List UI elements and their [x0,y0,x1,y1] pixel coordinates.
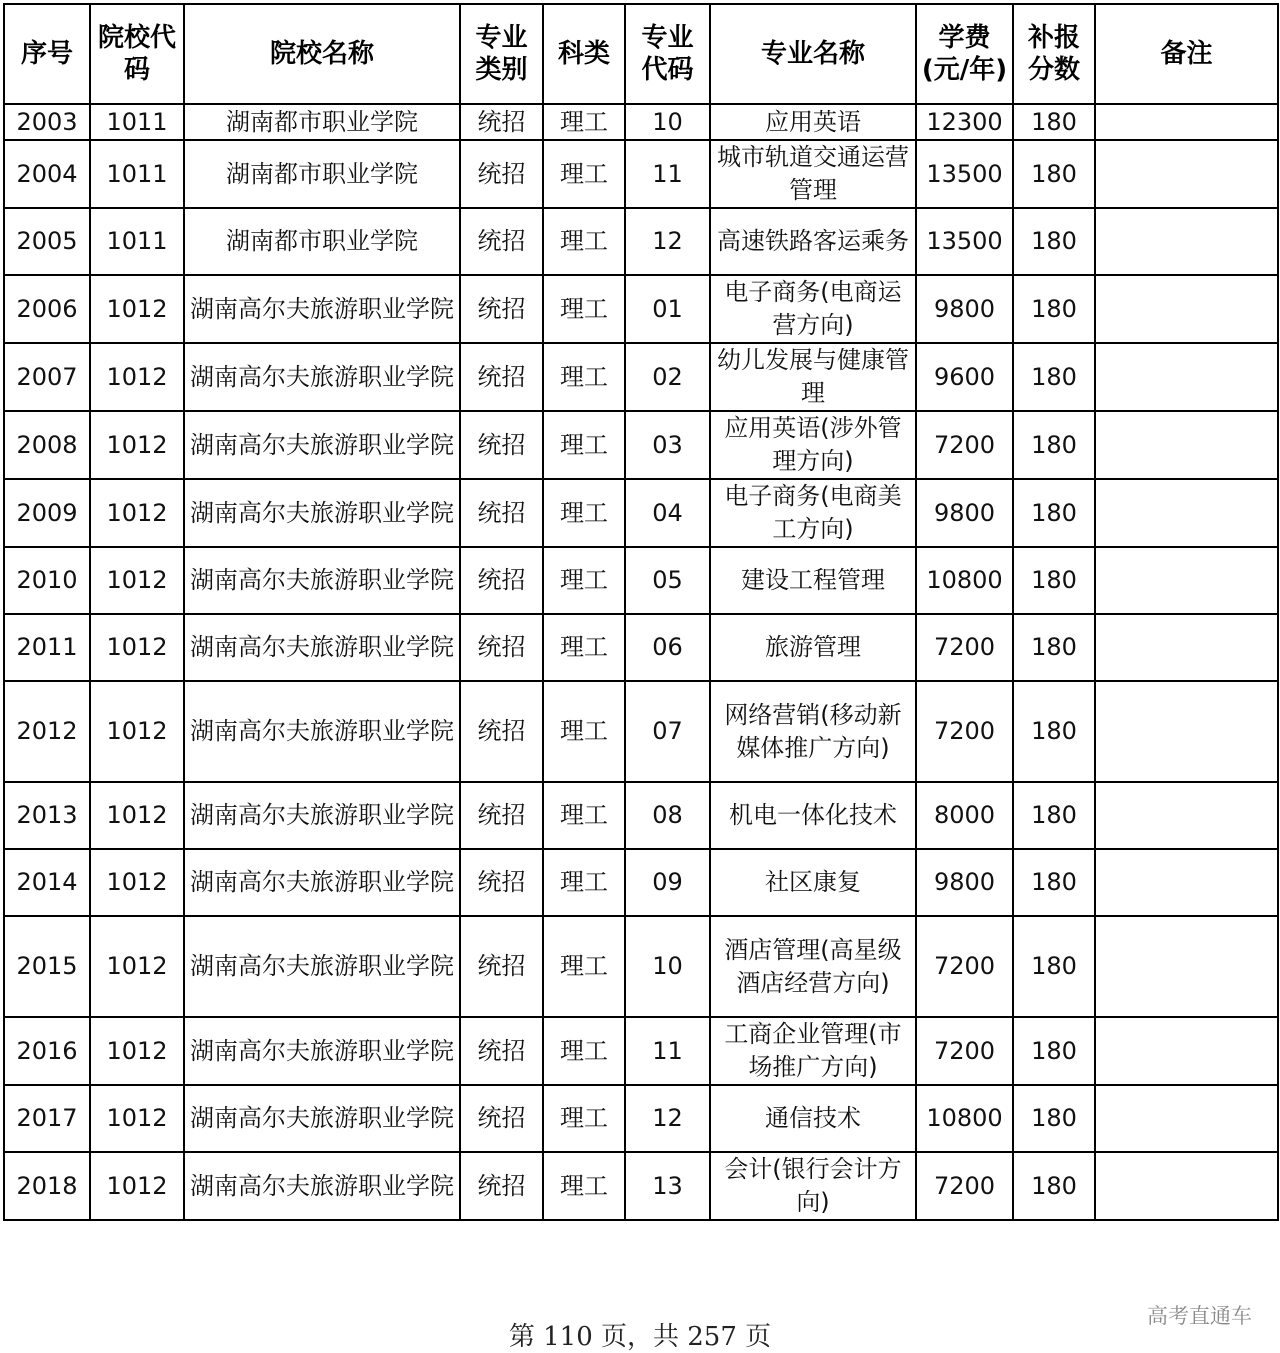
cell-seq: 2007 [4,343,90,411]
cell-note [1095,681,1278,782]
cell-subject: 理工 [543,1152,625,1220]
admission-table [3,3,1279,1221]
cell-major-type: 统招 [460,140,543,208]
header-major-code: 专业代码 [625,4,710,104]
cell-school-code: 1012 [90,681,184,782]
cell-major-name: 电子商务(电商美工方向) [710,479,916,547]
cell-note [1095,547,1278,614]
cell-subject: 理工 [543,614,625,681]
cell-school-name: 湖南高尔夫旅游职业学院 [184,547,460,614]
cell-score: 180 [1013,1152,1095,1220]
cell-note [1095,849,1278,916]
cell-tuition: 7200 [916,411,1013,479]
cell-major-code: 03 [625,411,710,479]
cell-score: 180 [1013,104,1095,140]
header-subject: 科类 [543,4,625,104]
table-row [4,411,1278,479]
table-row [4,479,1278,547]
cell-seq: 2013 [4,782,90,849]
cell-major-type: 统招 [460,1017,543,1085]
cell-school-name: 湖南高尔夫旅游职业学院 [184,1017,460,1085]
cell-major-type: 统招 [460,1085,543,1152]
cell-school-code: 1012 [90,782,184,849]
cell-tuition: 9800 [916,275,1013,343]
cell-major-name: 网络营销(移动新媒体推广方向) [710,681,916,782]
cell-school-name: 湖南高尔夫旅游职业学院 [184,411,460,479]
cell-major-code: 01 [625,275,710,343]
table-row [4,104,1278,140]
cell-seq: 2004 [4,140,90,208]
cell-major-code: 12 [625,208,710,275]
cell-note [1095,343,1278,411]
cell-school-code: 1011 [90,104,184,140]
cell-school-name: 湖南高尔夫旅游职业学院 [184,275,460,343]
cell-note [1095,275,1278,343]
cell-subject: 理工 [543,275,625,343]
cell-major-code: 11 [625,1017,710,1085]
cell-major-type: 统招 [460,479,543,547]
watermark-text: 高考直通车 [1147,1304,1252,1328]
cell-tuition: 7200 [916,1152,1013,1220]
cell-score: 180 [1013,1085,1095,1152]
cell-school-name: 湖南高尔夫旅游职业学院 [184,916,460,1017]
cell-subject: 理工 [543,681,625,782]
cell-major-type: 统招 [460,275,543,343]
cell-subject: 理工 [543,782,625,849]
table-row [4,681,1278,782]
cell-school-code: 1011 [90,140,184,208]
cell-seq: 2012 [4,681,90,782]
cell-major-type: 统招 [460,614,543,681]
cell-subject: 理工 [543,1017,625,1085]
cell-tuition: 9800 [916,479,1013,547]
cell-note [1095,782,1278,849]
cell-seq: 2006 [4,275,90,343]
cell-school-name: 湖南高尔夫旅游职业学院 [184,782,460,849]
cell-major-type: 统招 [460,916,543,1017]
cell-note [1095,411,1278,479]
cell-seq: 2014 [4,849,90,916]
cell-major-code: 02 [625,343,710,411]
header-seq: 序号 [4,4,90,104]
cell-score: 180 [1013,849,1095,916]
cell-seq: 2008 [4,411,90,479]
cell-score: 180 [1013,411,1095,479]
cell-school-name: 湖南高尔夫旅游职业学院 [184,849,460,916]
header-score: 补报分数 [1013,4,1095,104]
cell-school-code: 1012 [90,1152,184,1220]
cell-major-code: 04 [625,479,710,547]
cell-major-name: 城市轨道交通运营管理 [710,140,916,208]
cell-score: 180 [1013,1017,1095,1085]
cell-school-name: 湖南都市职业学院 [184,140,460,208]
cell-tuition: 7200 [916,681,1013,782]
cell-major-name: 工商企业管理(市场推广方向) [710,1017,916,1085]
cell-subject: 理工 [543,1085,625,1152]
cell-tuition: 10800 [916,547,1013,614]
cell-major-code: 06 [625,614,710,681]
page-number-footer: 第 110 页，共 257 页 [508,1322,772,1352]
cell-school-code: 1012 [90,547,184,614]
cell-score: 180 [1013,614,1095,681]
table-row [4,140,1278,208]
cell-major-name: 会计(银行会计方向) [710,1152,916,1220]
cell-major-type: 统招 [460,782,543,849]
cell-note [1095,614,1278,681]
table-row [4,1152,1278,1220]
cell-seq: 2010 [4,547,90,614]
table-row [4,343,1278,411]
cell-major-type: 统招 [460,681,543,782]
cell-tuition: 13500 [916,140,1013,208]
cell-score: 180 [1013,479,1095,547]
cell-seq: 2009 [4,479,90,547]
table-row [4,849,1278,916]
cell-score: 180 [1013,681,1095,782]
cell-major-name: 酒店管理(高星级酒店经营方向) [710,916,916,1017]
admission-table-sheet [3,3,1277,1221]
cell-tuition: 12300 [916,104,1013,140]
cell-note [1095,1017,1278,1085]
cell-score: 180 [1013,782,1095,849]
cell-subject: 理工 [543,479,625,547]
cell-seq: 2016 [4,1017,90,1085]
cell-major-name: 高速铁路客运乘务 [710,208,916,275]
cell-major-name: 社区康复 [710,849,916,916]
cell-school-code: 1012 [90,1017,184,1085]
cell-subject: 理工 [543,140,625,208]
cell-score: 180 [1013,140,1095,208]
cell-school-code: 1012 [90,479,184,547]
cell-subject: 理工 [543,411,625,479]
cell-major-code: 13 [625,1152,710,1220]
header-tuition: 学费(元/年) [916,4,1013,104]
cell-note [1095,479,1278,547]
table-header-row [4,4,1278,104]
cell-major-name: 幼儿发展与健康管理 [710,343,916,411]
table-row [4,614,1278,681]
cell-seq: 2003 [4,104,90,140]
cell-tuition: 7200 [916,1017,1013,1085]
cell-major-type: 统招 [460,547,543,614]
cell-major-code: 08 [625,782,710,849]
table-row [4,782,1278,849]
cell-major-type: 统招 [460,849,543,916]
cell-school-code: 1012 [90,343,184,411]
cell-tuition: 9600 [916,343,1013,411]
cell-school-name: 湖南高尔夫旅游职业学院 [184,614,460,681]
cell-tuition: 7200 [916,614,1013,681]
cell-note [1095,140,1278,208]
cell-school-code: 1012 [90,1085,184,1152]
cell-seq: 2018 [4,1152,90,1220]
table-body [4,104,1278,1220]
cell-major-name: 建设工程管理 [710,547,916,614]
cell-school-code: 1011 [90,208,184,275]
cell-school-code: 1012 [90,614,184,681]
cell-tuition: 9800 [916,849,1013,916]
cell-tuition: 10800 [916,1085,1013,1152]
cell-major-name: 电子商务(电商运营方向) [710,275,916,343]
cell-major-type: 统招 [460,104,543,140]
cell-school-code: 1012 [90,275,184,343]
cell-major-type: 统招 [460,1152,543,1220]
cell-major-code: 12 [625,1085,710,1152]
cell-seq: 2011 [4,614,90,681]
table-row [4,1017,1278,1085]
header-school-name: 院校名称 [184,4,460,104]
cell-school-code: 1012 [90,849,184,916]
table-row [4,208,1278,275]
cell-school-name: 湖南高尔夫旅游职业学院 [184,1085,460,1152]
header-note: 备注 [1095,4,1278,104]
cell-major-type: 统招 [460,411,543,479]
table-row [4,275,1278,343]
cell-tuition: 13500 [916,208,1013,275]
cell-seq: 2017 [4,1085,90,1152]
table-row [4,1085,1278,1152]
cell-score: 180 [1013,916,1095,1017]
cell-subject: 理工 [543,849,625,916]
header-school-code: 院校代码 [90,4,184,104]
cell-score: 180 [1013,547,1095,614]
cell-major-code: 07 [625,681,710,782]
cell-major-name: 机电一体化技术 [710,782,916,849]
cell-seq: 2015 [4,916,90,1017]
cell-seq: 2005 [4,208,90,275]
cell-major-code: 10 [625,916,710,1017]
cell-school-code: 1012 [90,411,184,479]
cell-score: 180 [1013,343,1095,411]
header-major-type: 专业类别 [460,4,543,104]
cell-major-code: 10 [625,104,710,140]
cell-note [1095,208,1278,275]
cell-school-name: 湖南高尔夫旅游职业学院 [184,343,460,411]
cell-subject: 理工 [543,208,625,275]
cell-school-code: 1012 [90,916,184,1017]
header-major-name: 专业名称 [710,4,916,104]
cell-note [1095,916,1278,1017]
cell-major-code: 05 [625,547,710,614]
cell-major-name: 通信技术 [710,1085,916,1152]
cell-school-name: 湖南都市职业学院 [184,208,460,275]
cell-note [1095,1085,1278,1152]
cell-school-name: 湖南高尔夫旅游职业学院 [184,1152,460,1220]
cell-major-code: 11 [625,140,710,208]
cell-subject: 理工 [543,343,625,411]
cell-subject: 理工 [543,547,625,614]
cell-school-name: 湖南高尔夫旅游职业学院 [184,681,460,782]
cell-major-name: 应用英语 [710,104,916,140]
cell-subject: 理工 [543,916,625,1017]
cell-school-name: 湖南高尔夫旅游职业学院 [184,479,460,547]
cell-major-code: 09 [625,849,710,916]
cell-major-type: 统招 [460,208,543,275]
cell-major-type: 统招 [460,343,543,411]
cell-score: 180 [1013,208,1095,275]
cell-subject: 理工 [543,104,625,140]
table-row [4,547,1278,614]
cell-school-name: 湖南都市职业学院 [184,104,460,140]
cell-major-name: 应用英语(涉外管理方向) [710,411,916,479]
cell-tuition: 8000 [916,782,1013,849]
cell-major-name: 旅游管理 [710,614,916,681]
cell-note [1095,104,1278,140]
cell-tuition: 7200 [916,916,1013,1017]
cell-note [1095,1152,1278,1220]
cell-score: 180 [1013,275,1095,343]
table-row [4,916,1278,1017]
